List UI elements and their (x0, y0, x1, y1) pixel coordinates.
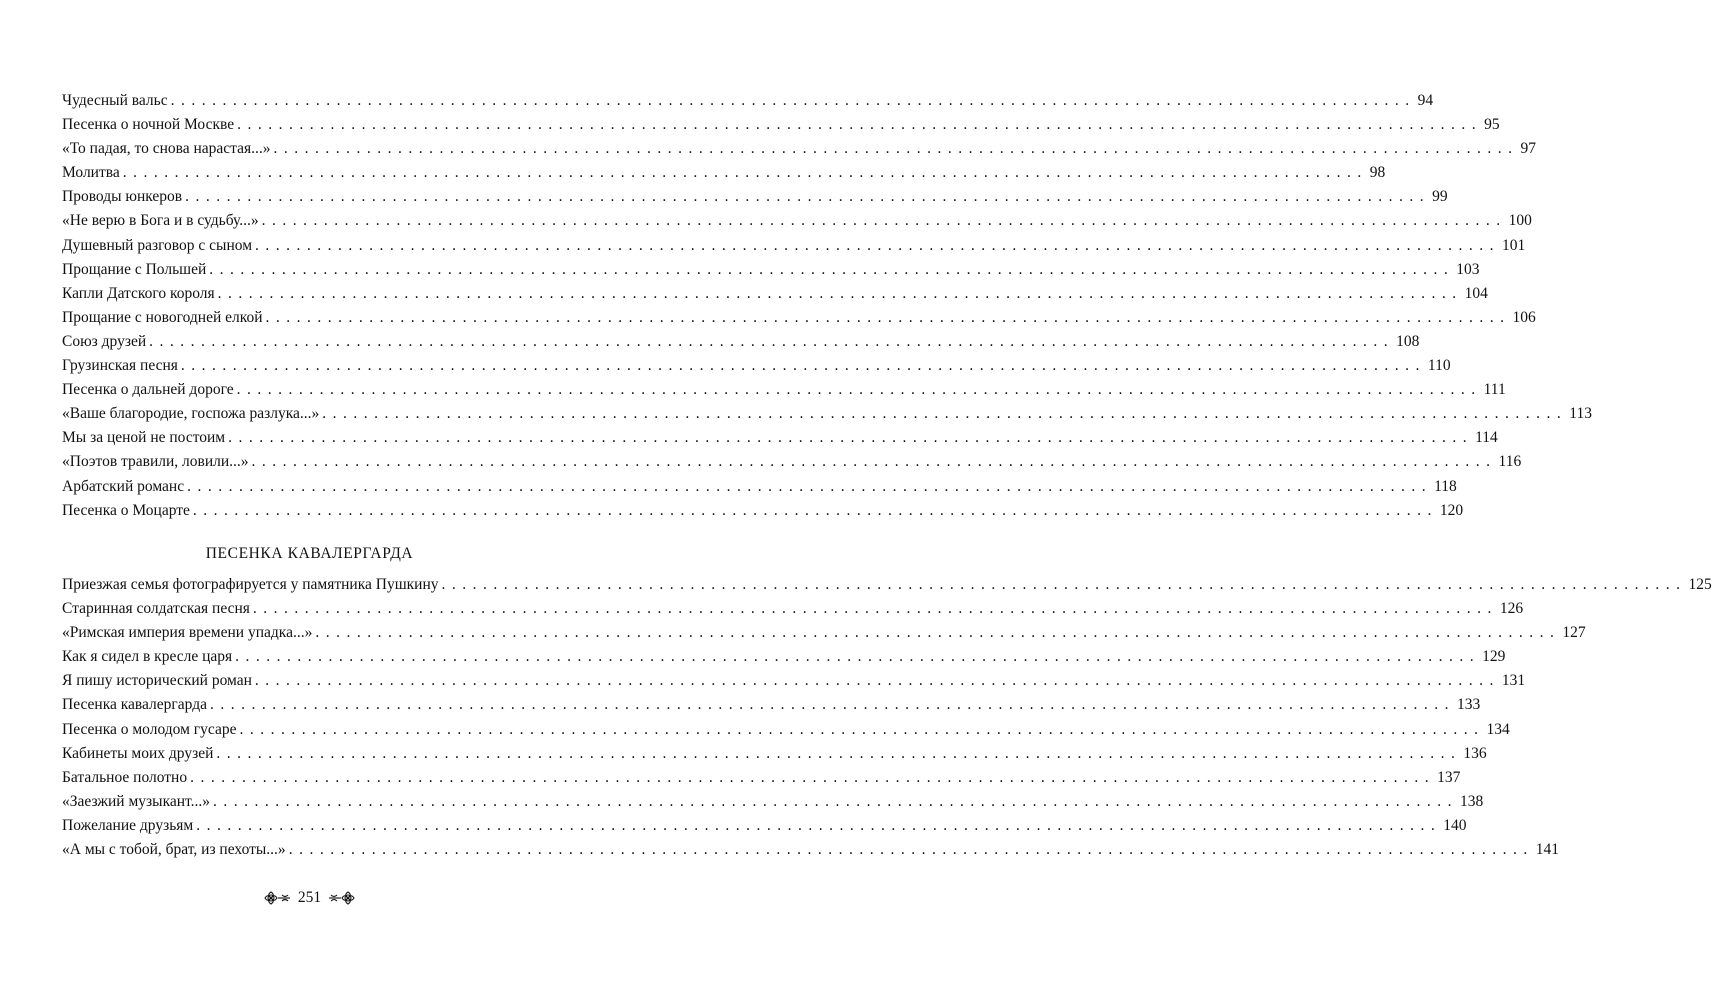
toc-entry-title: Песенка о дальней дороге (62, 381, 234, 399)
toc-entry-page-number: 118 (1434, 477, 1457, 495)
dot-leader: ........................................................................................................................ (288, 841, 1534, 859)
toc-entry-title: Приезжая семья фотографируется у памятника Пушкину (62, 576, 439, 593)
toc-entry-page-number: 127 (1562, 624, 1586, 642)
table-of-contents-part-1 (62, 89, 1592, 523)
toc-entry-page-number: 99 (1432, 188, 1448, 206)
toc-entry-title: Чудесный вальс (62, 92, 168, 109)
toc-entry-title: Как я сидел в кресле царя (62, 648, 233, 666)
toc-entry-title: «Не верю в Бога и в судьбу...» (62, 212, 259, 230)
dot-leader: ........................................................................................................................ (217, 284, 1463, 302)
toc-entry-page-number: 137 (1437, 768, 1461, 786)
dot-leader: ........................................................................................................................ (255, 236, 1501, 254)
dot-leader: ........................................................................................................................ (322, 405, 1568, 423)
dot-leader: ........................................................................................................................ (216, 744, 1462, 762)
toc-entry-page-number: 94 (1417, 92, 1434, 109)
toc-entry (62, 838, 1559, 862)
dot-leader: ........................................................................................................................ (213, 792, 1459, 810)
toc-entry (62, 258, 1480, 282)
toc-entry-title: Союз друзей (62, 332, 147, 350)
dot-leader: ........................................................................................................................ (190, 768, 1436, 786)
dot-leader: ........................................................................................................................ (228, 429, 1474, 447)
toc-entry-page-number: 114 (1475, 429, 1498, 447)
dot-leader: ........................................................................................................................ (441, 576, 1687, 593)
dot-leader: ........................................................................................................................ (185, 188, 1431, 206)
toc-entry (62, 306, 1536, 330)
toc-entry-title: Прощание с Польшей (62, 260, 207, 278)
toc-entry-page-number: 101 (1502, 236, 1526, 254)
dot-leader: ........................................................................................................................ (252, 600, 1498, 618)
table-of-contents-part-2 (62, 573, 1712, 862)
toc-entry-title: Проводы юнкеров (62, 188, 183, 206)
dot-leader: ........................................................................................................................ (187, 477, 1433, 495)
dot-leader: ........................................................................................................................ (239, 720, 1485, 738)
dot-leader: ........................................................................................................................ (315, 624, 1561, 642)
toc-entry-page-number: 110 (1427, 357, 1451, 375)
toc-entry-title: Грузинская песня (62, 357, 178, 375)
toc-entry (62, 330, 1420, 354)
toc-entry-title: «Римская империя времени упадка...» (62, 624, 313, 642)
toc-entry (62, 234, 1526, 258)
toc-entry-title: Пожелание друзьям (62, 816, 194, 834)
toc-entry (62, 475, 1457, 499)
toc-entry-page-number: 138 (1460, 792, 1484, 810)
toc-entry (62, 621, 1586, 645)
dot-leader: ........................................................................................................................ (273, 140, 1519, 158)
toc-entry-title: Прощание с новогодней елкой (62, 308, 263, 326)
toc-entry (62, 645, 1506, 669)
toc-entry-title: Песенка кавалергарда (62, 696, 207, 714)
toc-entry-title: Кабинеты моих друзей (62, 744, 214, 762)
toc-entry-title: Душевный разговор с сыном (62, 236, 253, 254)
dot-leader: ........................................................................................................................ (261, 212, 1507, 230)
dot-leader: ........................................................................................................................ (170, 92, 1416, 109)
toc-entry (62, 426, 1498, 450)
toc-entry (62, 209, 1532, 233)
toc-entry (62, 669, 1526, 693)
dot-leader: ........................................................................................................................ (122, 164, 1368, 182)
toc-entry-page-number: 108 (1396, 332, 1420, 350)
dot-leader: ........................................................................................................................ (196, 816, 1442, 834)
toc-entry-page-number: 100 (1508, 212, 1532, 230)
toc-entry (62, 354, 1451, 378)
toc-entry-title: Песенка о Моцарте (62, 501, 190, 519)
page-footer (0, 889, 619, 907)
dot-leader: ........................................................................................................................ (236, 381, 1482, 399)
dot-leader: ........................................................................................................................ (192, 501, 1438, 519)
toc-entry-title: Арбатский романс (62, 477, 185, 495)
toc-entry (62, 766, 1461, 790)
dot-leader: ........................................................................................................................ (180, 357, 1426, 375)
toc-entry (62, 814, 1467, 838)
toc-entry (62, 718, 1510, 742)
toc-entry-page-number: 111 (1483, 381, 1506, 399)
toc-entry-title: «А мы с тобой, брат, из пехоты...» (62, 841, 286, 859)
toc-entry-page-number: 116 (1498, 453, 1522, 471)
toc-entry-title: «То падая, то снова нарастая...» (62, 140, 271, 158)
toc-entry-page-number: 113 (1569, 405, 1592, 423)
toc-entry (62, 137, 1537, 161)
toc-entry (62, 185, 1448, 209)
dot-leader: ........................................................................................................................ (265, 308, 1511, 326)
toc-entry (62, 499, 1464, 523)
toc-entry (62, 161, 1386, 185)
toc-entry-title: Песенка о молодом гусаре (62, 720, 237, 738)
toc-entry (62, 402, 1592, 426)
toc-entry-title: Песенка о ночной Москве (62, 116, 235, 134)
section-heading: ПЕСЕНКА КАВАЛЕРГАРДА (205, 545, 414, 562)
toc-entry-page-number: 133 (1456, 696, 1481, 714)
toc-entry (62, 573, 1712, 597)
toc-entry-page-number: 98 (1369, 164, 1386, 182)
toc-entry (62, 113, 1500, 137)
toc-entry-page-number: 95 (1484, 116, 1500, 134)
toc-entry (62, 450, 1522, 474)
toc-entry-page-number: 129 (1482, 648, 1506, 666)
toc-entry (62, 282, 1488, 306)
fleuron-ornament-right-icon (327, 891, 355, 905)
toc-entry (62, 597, 1524, 621)
dot-leader: ........................................................................................................................ (209, 696, 1455, 714)
toc-entry-page-number: 120 (1439, 501, 1464, 519)
toc-entry-page-number: 106 (1512, 308, 1536, 326)
toc-entry-page-number: 141 (1535, 841, 1559, 859)
dot-leader: ........................................................................................................................ (209, 260, 1455, 278)
toc-entry-page-number: 140 (1443, 816, 1467, 834)
toc-entry (62, 378, 1506, 402)
page-number: 251 (297, 889, 322, 906)
fleuron-ornament-left-icon (264, 891, 292, 905)
toc-entry-title: Молитва (62, 164, 120, 182)
toc-entry-page-number: 134 (1486, 720, 1510, 738)
toc-entry (62, 790, 1484, 814)
toc-entry-title: Мы за ценой не постоим (62, 429, 226, 447)
dot-leader: ........................................................................................................................ (254, 672, 1500, 690)
toc-entry-page-number: 103 (1456, 260, 1480, 278)
toc-entry-page-number: 126 (1499, 600, 1524, 618)
dot-leader: ........................................................................................................................ (149, 332, 1395, 350)
toc-entry-page-number: 131 (1501, 672, 1526, 690)
toc-entry-page-number: 104 (1464, 284, 1488, 302)
toc-entry-title: Я пишу исторический роман (62, 672, 252, 690)
toc-entry-title: Старинная солдатская песня (62, 600, 250, 618)
toc-entry-title: «Заезжий музыкант...» (62, 792, 211, 810)
dot-leader: ........................................................................................................................ (251, 453, 1497, 471)
toc-entry-title: Капли Датского короля (62, 284, 215, 302)
toc-entry-page-number: 125 (1688, 576, 1712, 593)
toc-entry-title: Батальное полотно (62, 768, 188, 786)
toc-entry (62, 89, 1434, 113)
dot-leader: ........................................................................................................................ (235, 648, 1481, 666)
dot-leader: ........................................................................................................................ (237, 116, 1483, 134)
toc-entry (62, 693, 1481, 717)
toc-entry-title: «Поэтов травили, ловили...» (62, 453, 249, 471)
toc-entry-page-number: 97 (1520, 140, 1537, 158)
toc-entry-page-number: 136 (1463, 744, 1487, 762)
toc-entry-title: «Ваше благородие, госпожа разлука...» (62, 405, 320, 423)
toc-entry (62, 742, 1487, 766)
